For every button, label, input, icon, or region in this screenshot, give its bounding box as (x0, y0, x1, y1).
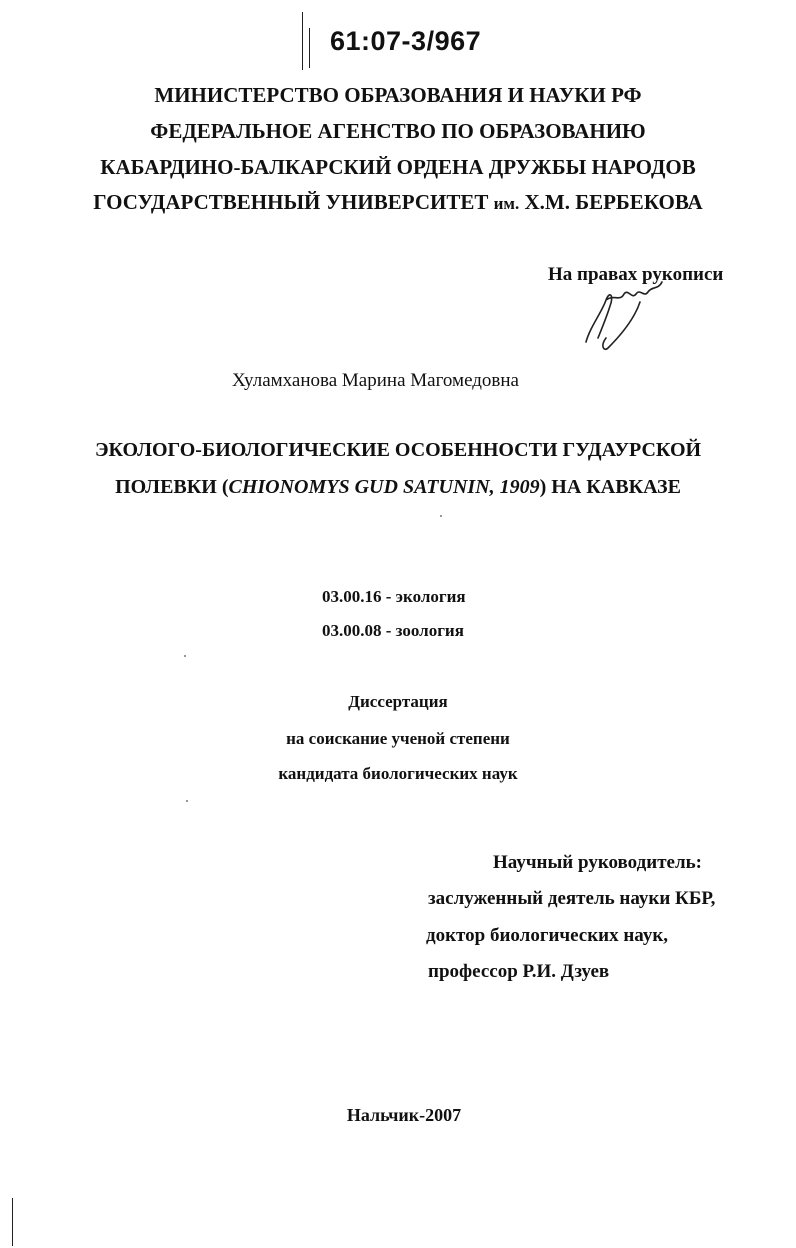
university-short: им. (493, 194, 520, 213)
scan-speck (440, 515, 442, 517)
scan-line-right (309, 28, 310, 68)
title-line-2-end: ) НА КАВКАЗЕ (539, 476, 681, 498)
university-line-2 (0, 190, 796, 215)
title-line-2 (0, 476, 796, 499)
specialty-ecology: 03.00.16 - экология (322, 587, 466, 606)
author-name: Хуламханова Марина Магомедовна (232, 370, 519, 391)
species-name: CHIONOMYS GUD SATUNIN, 1909 (228, 476, 540, 498)
scan-line-left (302, 12, 303, 70)
university-line-1: КАБАРДИНО-БАЛКАРСКИЙ ОРДЕНА ДРУЖБЫ НАРОДОВ (100, 155, 696, 179)
title-line-2-start: ПОЛЕВКИ ( (115, 476, 229, 498)
supervisor-heading: Научный руководитель: (493, 852, 702, 873)
title-line-1: ЭКОЛОГО-БИОЛОГИЧЕСКИЕ ОСОБЕННОСТИ ГУДАУРСКОЙ (94, 439, 702, 461)
scan-speck (184, 655, 186, 657)
university-prefix: ГОСУДАРСТВЕННЫЙ УНИВЕРСИТЕТ (93, 190, 489, 214)
catalog-code: 61:07-3/967 (330, 26, 482, 56)
specialty-zoology: 03.00.08 - зоология (322, 621, 464, 640)
degree-line-2: на соискание ученой степени (286, 729, 510, 748)
scan-speck (186, 800, 188, 802)
rights-note: На правах рукописи (548, 264, 724, 285)
degree-line-3: кандидата биологических наук (278, 764, 518, 783)
supervisor-name: профессор Р.И. Дзуев (428, 961, 610, 982)
supervisor-title: заслуженный деятель науки КБР, (428, 888, 716, 909)
university-name: Х.М. БЕРБЕКОВА (524, 190, 703, 214)
signature (580, 272, 670, 352)
agency-line: ФЕДЕРАЛЬНОЕ АГЕНСТВО ПО ОБРАЗОВАНИЮ (150, 119, 646, 143)
supervisor-degree: доктор биологических наук, (426, 925, 669, 946)
place-year: Нальчик-2007 (346, 1105, 462, 1125)
ministry-line: МИНИСТЕРСТВО ОБРАЗОВАНИЯ И НАУКИ РФ (154, 83, 642, 107)
degree-type: Диссертация (348, 692, 448, 711)
scan-line-bottom-left (12, 1198, 13, 1246)
